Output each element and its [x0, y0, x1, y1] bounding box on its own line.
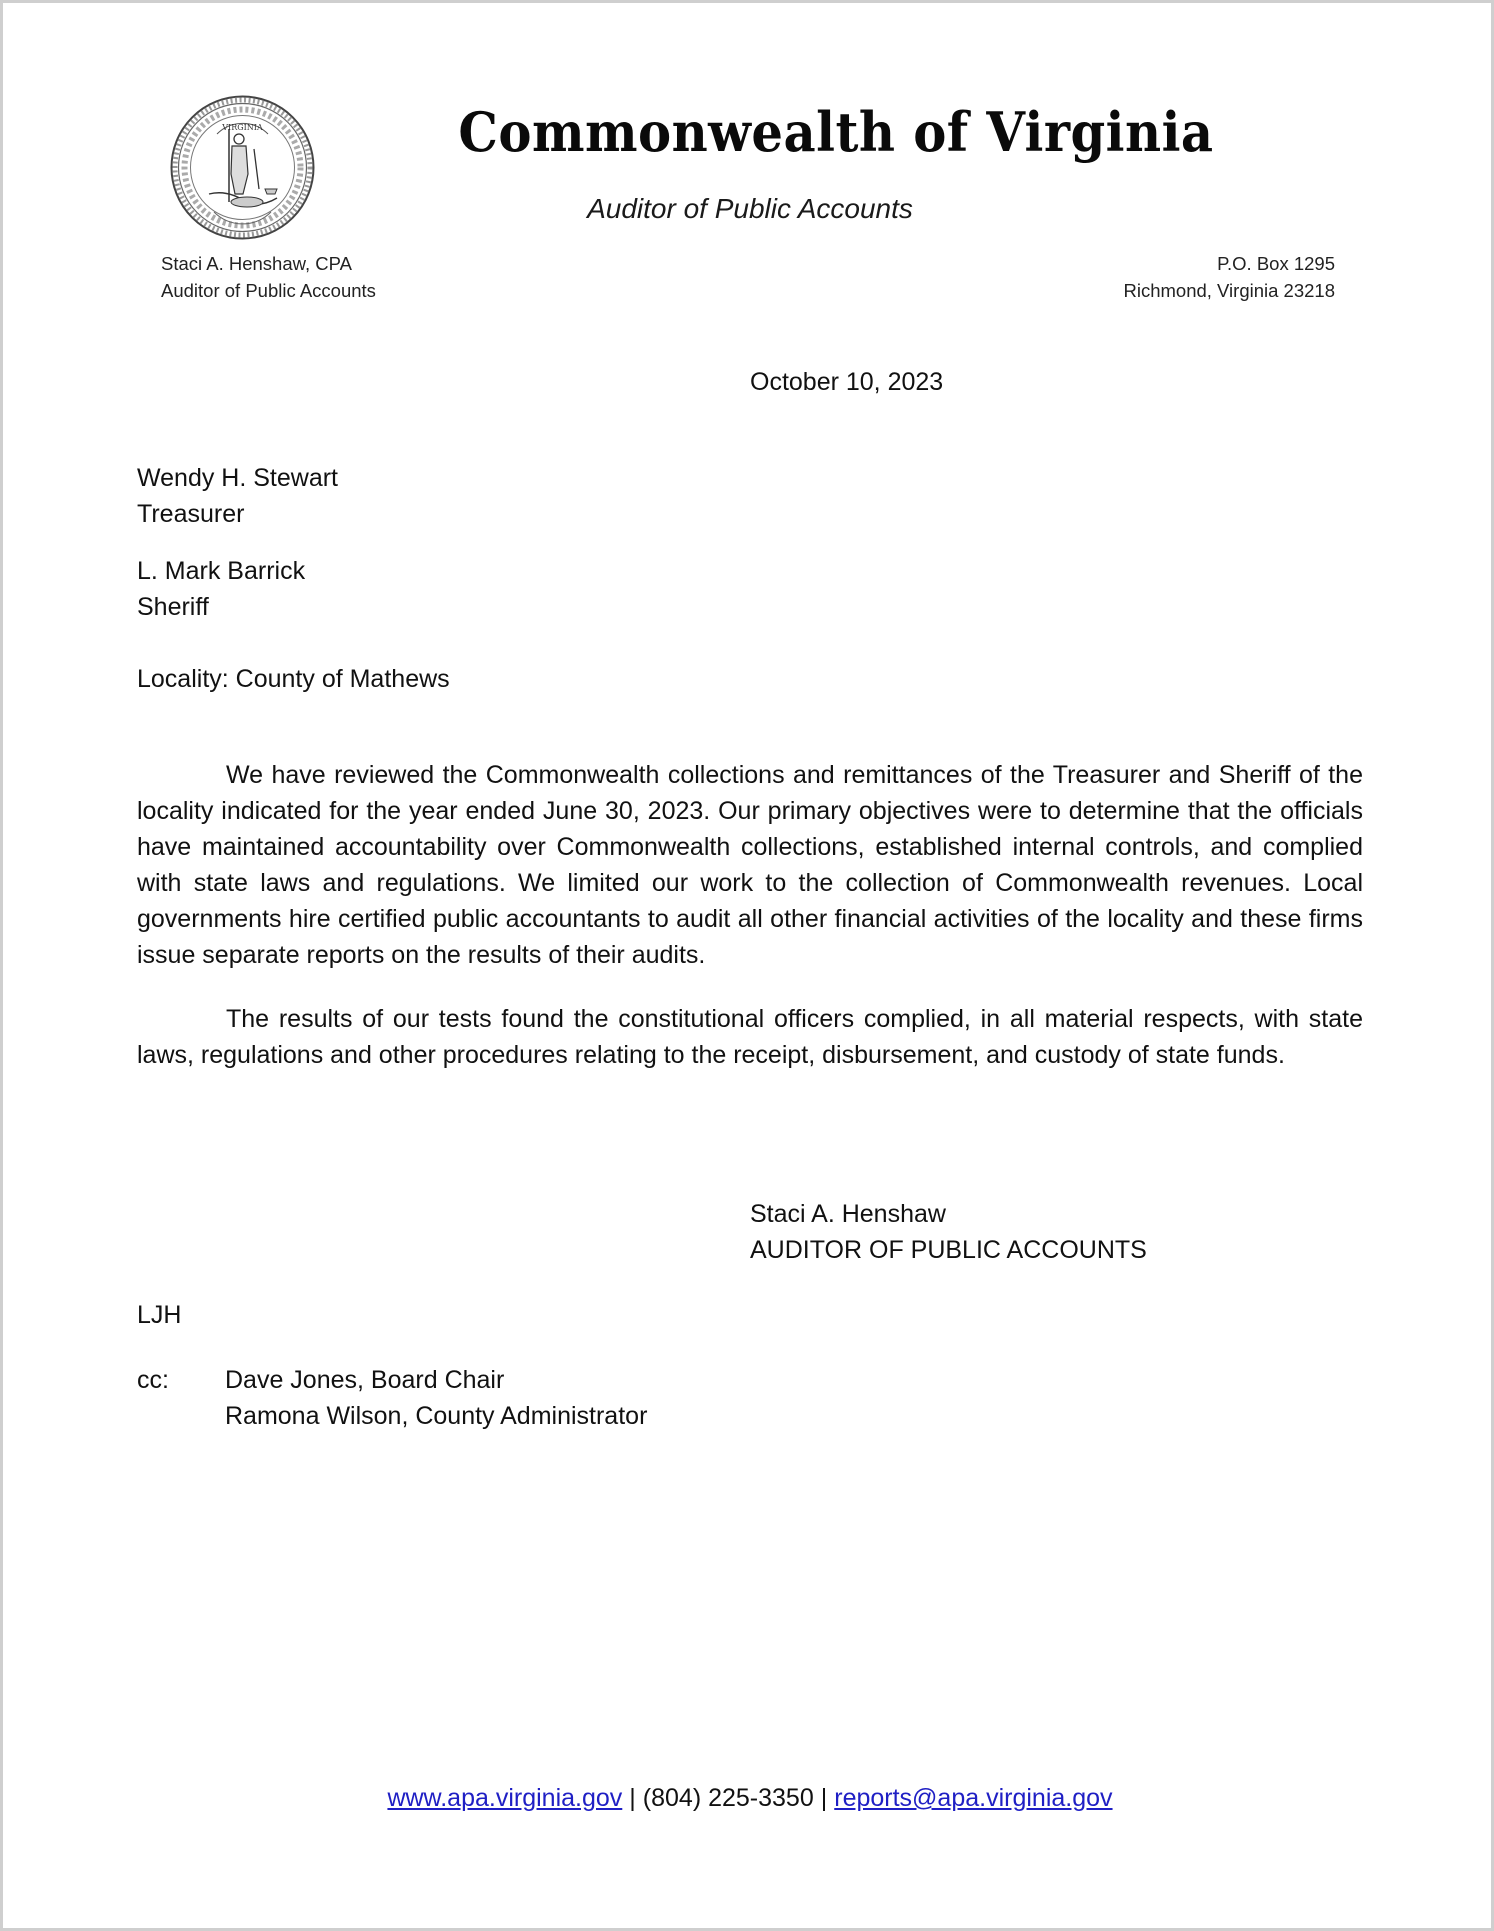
phone-number: (804) 225-3350	[642, 1784, 814, 1812]
signature-title: AUDITOR OF PUBLIC ACCOUNTS	[750, 1236, 1147, 1264]
typist-initials: LJH	[137, 1301, 182, 1329]
cc-list	[225, 1362, 647, 1434]
letterhead-sender-block	[161, 250, 376, 304]
letter-date: October 10, 2023	[750, 368, 944, 396]
sender-name: Staci A. Henshaw, CPA	[161, 253, 352, 274]
website-link[interactable]: www.apa.virginia.gov	[387, 1784, 623, 1812]
body-paragraph: The results of our tests found the constitutional officers complied, in all material respects, with state laws, regulations and other procedures relating to the receipt, disbursement, and custody of state funds.	[137, 1005, 1363, 1069]
recipient-treasurer	[137, 460, 338, 532]
footer-separator: |	[820, 1784, 828, 1812]
letterhead-address-block	[1123, 250, 1335, 304]
cc-recipient: Dave Jones, Board Chair	[225, 1366, 505, 1394]
recipient-title: Sheriff	[137, 593, 209, 621]
recipient-name: Wendy H. Stewart	[137, 464, 339, 492]
virginia-seal-icon	[169, 94, 316, 241]
locality-line: Locality: County of Mathews	[137, 665, 450, 693]
email-link[interactable]: reports@apa.virginia.gov	[834, 1784, 1113, 1812]
recipient-sheriff	[137, 553, 305, 625]
po-box: P.O. Box 1295	[1217, 253, 1335, 274]
recipient-title: Treasurer	[137, 500, 245, 528]
svg-text:VIRGINIA: VIRGINIA	[222, 123, 263, 132]
recipient-name: L. Mark Barrick	[137, 557, 306, 585]
cc-label: cc:	[137, 1366, 169, 1394]
footer-contact	[3, 1780, 1494, 1816]
footer-separator: |	[629, 1784, 636, 1812]
letterhead-subtitle: Auditor of Public Accounts	[587, 193, 913, 224]
signature-block	[750, 1196, 1147, 1268]
body-paragraph: We have reviewed the Commonwealth collections and remittances of the Treasurer and Sheriff of the locality indicated for the year ended June 30, 2023. Our primary objectives were to determine that the officials have maintained accountability over Commonwealth collections, established internal controls, and complied with state laws and regulations. We limited our work to the collection of Commonwealth revenues. Local governments hire certified public accountants to audit all other financial activities of the locality and these firms issue separate reports on the results of their audits.	[137, 761, 1363, 969]
signature-name: Staci A. Henshaw	[750, 1200, 946, 1228]
cc-recipient: Ramona Wilson, County Administrator	[225, 1402, 648, 1430]
sender-title: Auditor of Public Accounts	[161, 280, 376, 301]
letterhead-title: Commonwealth of Virginia	[458, 100, 1214, 164]
city-state-zip: Richmond, Virginia 23218	[1123, 280, 1335, 301]
